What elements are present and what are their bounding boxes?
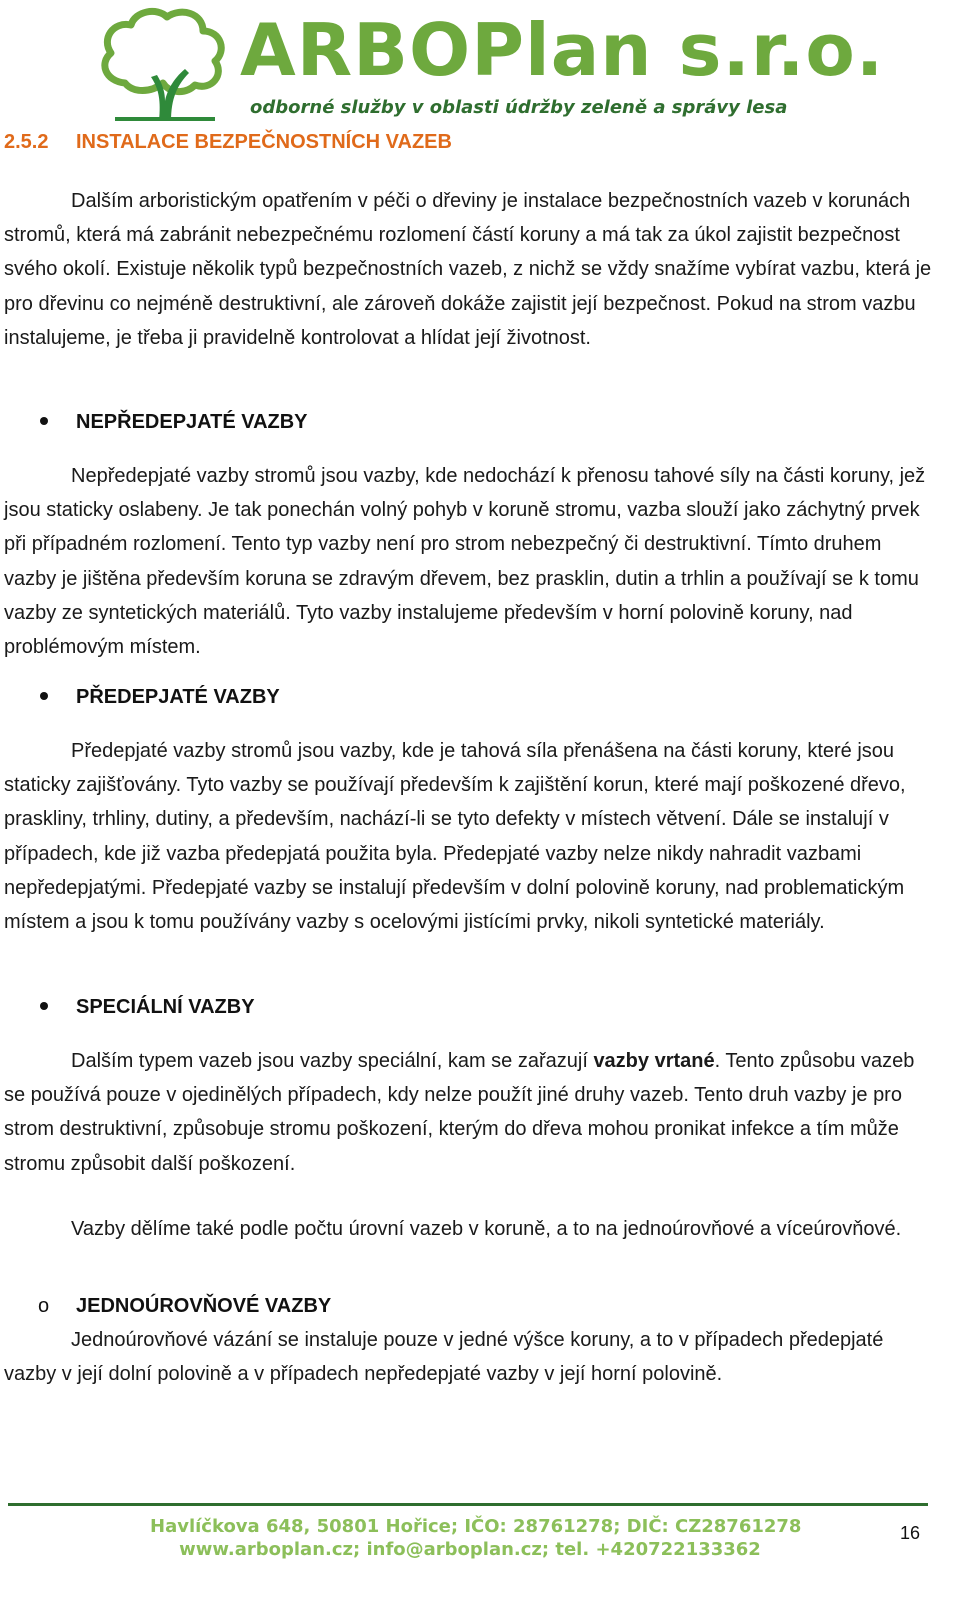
intro-text: Dalším arboristickým opatřením v péči o dřeviny je instalace bezpečnostních vazeb v korunách stromů, která má zabránit nebezpečnému rozlomení částí koruny a má tak za úkol zajistit bezpečnost svého okolí. Existuje několik typů bezpečnostních vazeb, z nichž se vždy snažíme vybírat vazbu, která je pro dřevinu co nejméně destruktivní, ale zároveň dokáže zajistit její bezpečnost. Pokud na strom vazbu instalujeme, je třeba ji pravidelně kontrolovat a hlídat její životnost.: [4, 190, 932, 349]
footer-contact: www.arboplan.cz; info@arboplan.cz; tel. +420722133362: [179, 1539, 761, 1560]
specialni-paragraph: Dalším typem vazeb jsou vazby speciální, kam se zařazují vazby vrtané. Tento způsobu vazeb se používá pouze v ojedinělých případech, kdy nelze použít jiné druhy vazeb. Tento druh vazby je pro strom destruktivní, způsobuje stromu poškození, kterým do dřeva mohou pronikat infekce a tím může stromu způsobit další poškození.: [4, 1050, 915, 1175]
section-title-text: INSTALACE BEZPEČNOSTNÍCH VAZEB: [76, 131, 452, 153]
predepjate-text: Předepjaté vazby stromů jsou vazby, kde je tahová síla přenášena na části koruny, které jsou staticky zajišťovány. Tyto vazby se používají především k zajištění korun, které mají poškozené dřevo, praskliny, trhliny, dutiny, a především, nachází-li se tyto defekty v místech větvení. Dále se instalují v případech, kde již vazba předepjatá použita byla. Předepjaté vazby nelze nikdy nahradit vazbami nepředepjatými. Předepjaté vazby se instalují především v dolní polovině koruny, nad problematickým místem a jsou k tomu používány vazby s ocelovými jistícími prvky, nikoli syntetické materiály.: [4, 740, 906, 934]
levels-text: Vazby dělíme také podle počtu úrovní vazeb v koruně, a to na jednoúrovňové a víceúrovňové.: [71, 1218, 902, 1240]
emphasis-drilled: vazby vrtané: [593, 1050, 715, 1072]
section-number: 2.5.2: [4, 131, 49, 153]
footer-address: Havlíčkova 648, 50801 Hořice; IČO: 28761278; DIČ: CZ28761278: [150, 1516, 802, 1537]
heading-jednourovnove: o JEDNOÚROVŇOVÉ VAZBY: [38, 1295, 332, 1317]
jednourovnove-paragraph: [4, 1323, 939, 1391]
levels-paragraph: [4, 1214, 939, 1244]
section-title: [4, 131, 452, 154]
company-tagline: odborné služby v oblasti údržby zeleně a správy lesa: [250, 97, 788, 118]
jednourovnove-text: Jednoúrovňové vázání se instaluje pouze v jedné výšce koruny, a to v případech předepjaté vazby v její dolní polovině a v případech nepředepjaté vazby v její horní polovině.: [4, 1329, 884, 1386]
company-name: ARBOPlan s.r.o.: [240, 8, 885, 92]
circle-bullet-icon: o: [38, 1295, 50, 1317]
heading-nepredepjate: NEPŘEDEPJATÉ VAZBY: [4, 411, 308, 434]
footer-divider: [8, 1503, 928, 1506]
tree-logo-icon: [95, 5, 235, 123]
page-number: 16: [900, 1523, 921, 1543]
nepredepjate-text: Nepředepjaté vazby stromů jsou vazby, kde nedochází k přenosu tahové síly na části koruny, jež jsou staticky oslabeny. Je tak ponechán volný pohyb v koruně stromu, vazba slouží jako záchytný prvek při případném rozlomení. Tento typ vazby není pro strom nebezpečný či destruktivní. Tímto druhem vazby je jištěna především koruna se zdravým dřevem, bez prasklin, dutin a trhlin a používají se k tomu vazby ze syntetických materiálů. Tyto vazby instalujeme především v horní polovině koruny, nad problémovým místem.: [4, 465, 926, 659]
predepjate-paragraph: [4, 734, 939, 939]
bullet-icon: [40, 1002, 48, 1010]
nepredepjate-paragraph: [4, 459, 939, 664]
bullet-icon: [40, 417, 48, 425]
page-header: [0, 0, 960, 125]
intro-paragraph: [4, 184, 939, 355]
heading-predepjate: PŘEDEPJATÉ VAZBY: [4, 686, 280, 709]
heading-specialni: SPECIÁLNÍ VAZBY: [4, 996, 255, 1019]
bullet-icon: [40, 692, 48, 700]
